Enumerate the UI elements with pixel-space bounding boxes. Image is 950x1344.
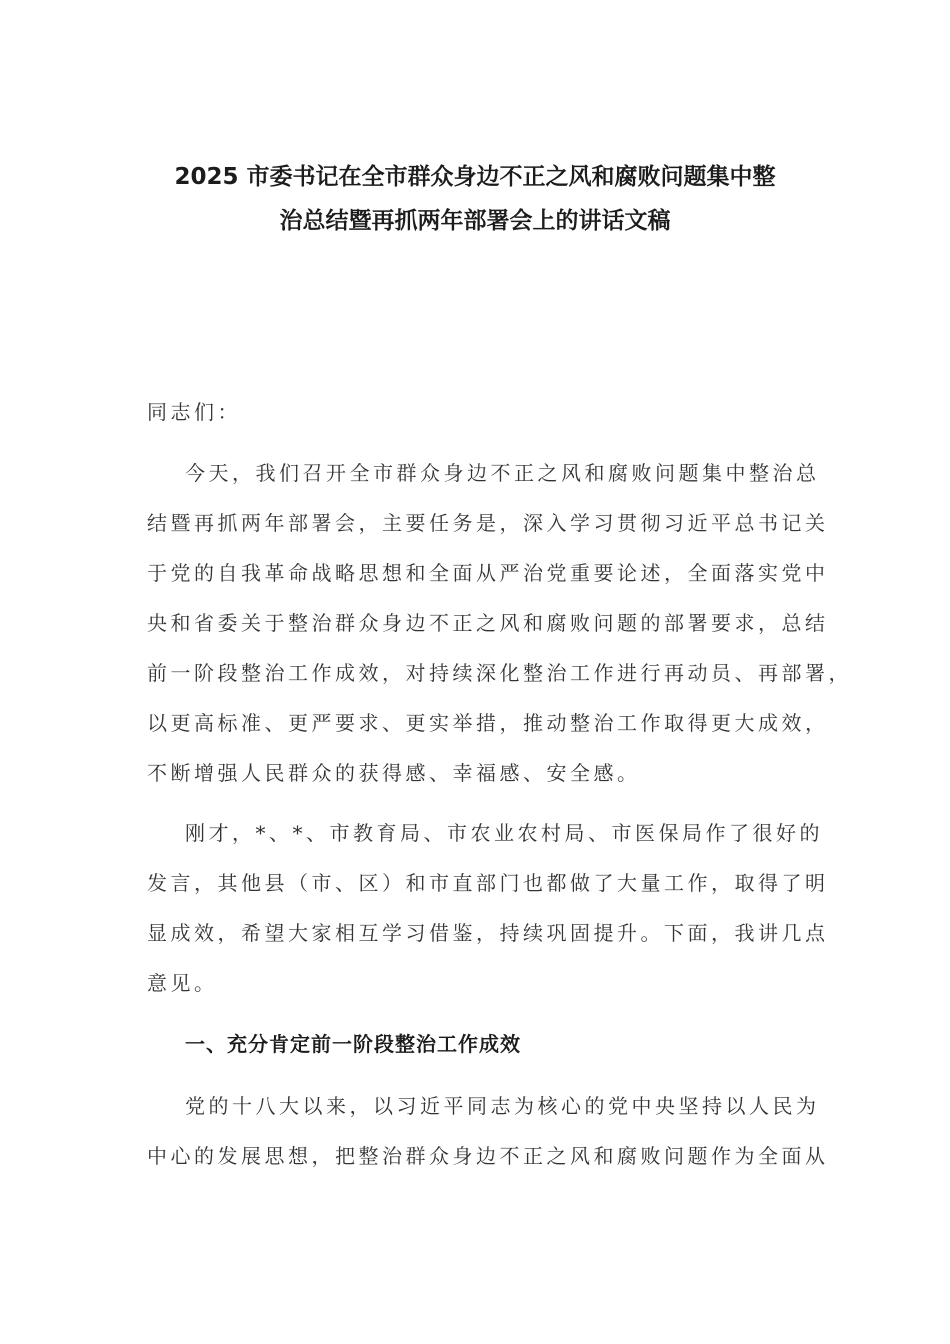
section-heading-1: 一、充分肯定前一阶段整治工作成效: [185, 1032, 521, 1056]
paragraph-line: 中心的发展思想，把整治群众身边不正之风和腐败问题作为全面从: [147, 1144, 829, 1168]
paragraph-line: 不断增强人民群众的获得感、幸福感、安全感。: [147, 761, 641, 785]
paragraph-line: 结暨再抓两年部署会，主要任务是，深入学习贯彻习近平总书记关: [147, 511, 829, 535]
paragraph-line: 显成效，希望大家相互学习借鉴，持续巩固提升。下面，我讲几点: [147, 921, 829, 945]
paragraph-line: 党的十八大以来，以习近平同志为核心的党中央坚持以人民为: [185, 1094, 820, 1118]
paragraph-line: 前一阶段整治工作成效，对持续深化整治工作进行再动员、再部署，: [147, 661, 852, 685]
document-title-line-1: 2025 市委书记在全市群众身边不正之风和腐败问题集中整: [174, 164, 776, 190]
paragraph-line: 发言，其他县（市、区）和市直部门也都做了大量工作，取得了明: [147, 871, 829, 895]
paragraph-line: 今天，我们召开全市群众身边不正之风和腐败问题集中整治总: [185, 461, 820, 485]
paragraph-line: 于党的自我革命战略思想和全面从严治党重要论述，全面落实党中: [147, 561, 829, 585]
document-title-line-2: 治总结暨再抓两年部署会上的讲话文稿: [279, 208, 671, 234]
paragraph-line: 以更高标准、更严要求、更实举措，推动整治工作取得更大成效，: [147, 711, 829, 735]
paragraph-line: 意见。: [147, 971, 218, 995]
paragraph-line: 刚才，*、*、市教育局、市农业农村局、市医保局作了很好的: [185, 821, 823, 845]
paragraph-line: 央和省委关于整治群众身边不正之风和腐败问题的部署要求，总结: [147, 611, 829, 635]
salutation: 同志们：: [147, 400, 241, 424]
